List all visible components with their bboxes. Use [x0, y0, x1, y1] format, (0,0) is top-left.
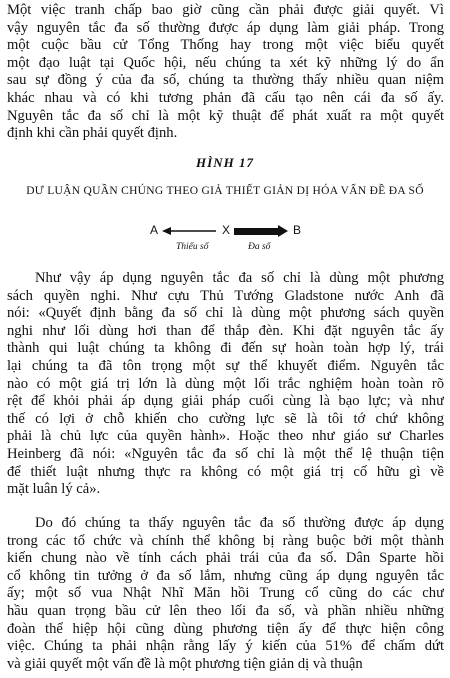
arrow-to-b-head [278, 225, 288, 237]
text-line: hầu quan trọng bầu cử lên theo lối đa số, và phần nhiều những [7, 602, 444, 619]
text-line: để thiết luật nhưng thực ra không có một giá trị cố hữu gì về [7, 463, 444, 480]
text-line: thế có lợi ở chỗ khiến cho cường lực sẽ là tôi tớ chứ không [7, 410, 444, 427]
label-b: B [293, 223, 302, 237]
text-line: nói: «Quyết định bằng đa số chỉ là dùng một phương sách quyền [7, 305, 444, 322]
text-line: nào có một giá trị lớn là dùng một lối trắc nghiệm hoàn toàn rõ [7, 375, 444, 392]
figure-caption: DƯ LUẬN QUẦN CHÚNG THEO GIẢ THIẾT GIẢN DỊ HÓA VẤN ĐỀ ĐA SỐ [26, 185, 424, 197]
label-majority: Đa số [248, 242, 271, 252]
figure-number: HÌNH 17 [196, 155, 254, 170]
text-line: Như vậy áp dụng nguyên tắc đa số chỉ là dùng một phương [35, 270, 444, 286]
text-line: sau sự đồng ý của đa số, chúng ta thường thấy nhiều quan niệm [7, 72, 444, 89]
label-a: A [150, 223, 159, 237]
paragraph-2 [7, 270, 444, 499]
text-line: việc. Chúng ta phải nhận rằng lấy ý kiến của 51% để chấm dứt [7, 638, 444, 655]
text-line: lại chúng ta đã tôn trọng một sự thể khuyết điểm. Nguyên tắc [7, 357, 444, 374]
text-line: trong các tổ chức và chính thể không bị ràng buộc bởi một thành [7, 532, 444, 549]
text-line: sách quyền nghi. Như cựu Thủ Tướng Gladstone nước Anh đã [7, 287, 444, 304]
text-line: một cuộc bầu cử Tổng Thống hay trong một việc biểu quyết [7, 37, 444, 54]
text-line: rệt để khỏi phải áp dụng giải pháp cuối cùng là bạo lực; và như [7, 393, 444, 410]
text-line: Do đó chúng ta thấy nguyên tắc đa số thường được áp dụng [35, 515, 444, 531]
arrow-to-a-head [162, 227, 171, 235]
text-line: mặt luân lý cả». [7, 481, 101, 498]
text-line: định khi cần phải quyết định. [7, 125, 178, 142]
text-line: Một việc tranh chấp bao giờ cũng cần phải được giải quyết. Vì [7, 2, 444, 18]
text-line: nghi như lối dùng hơi than để thắp đèn. Khi đặt nguyên tắc ấy [7, 322, 444, 339]
text-line: đoàn thể hiệp hội cũng dùng phương tiện ấy để thực hiện công [7, 620, 444, 637]
text-line: và giải quyết một vấn đề là một phương tiện giản dị và thuận [7, 655, 363, 672]
label-x: X [222, 223, 231, 237]
text-line: ấy; một số vua Nhật Nhĩ Măn hồi Trung cổ cũng do các chư [7, 585, 444, 602]
text-line: phải là chủ lực của quyền hành». Hoặc theo như giáo sư Charles [7, 428, 444, 445]
label-minority: Thiểu số [176, 242, 209, 252]
majority-diagram [140, 218, 320, 258]
paragraph-3 [7, 515, 444, 673]
text-line: kiến chung nào về tính cách phải trái của đa số. Dân Sparte hồi [7, 550, 444, 567]
text-line: vậy nguyên tắc đa số thường được áp dụng làm giải pháp. Trong [7, 19, 444, 36]
paragraph-1 [7, 2, 444, 143]
text-line: cổ không tin tưởng ở đa số lắm, nhưng cũng áp dụng nguyên tắc [7, 567, 444, 584]
text-line: một đạo luật tại Quốc hội, nếu chúng ta xét kỹ những lý do ẩn [7, 54, 444, 71]
text-line: thành qui luật chúng ta không đi đến sự hoàn toàn hợp lý, trái [7, 340, 444, 357]
text-line: khác nhau và có khi tương phản đã cấu tạo nên cái đa số ấy. [7, 89, 444, 106]
arrow-to-b-bar [234, 228, 280, 235]
text-line: Heinberg đã nói: «Nguyên tắc đa số chỉ là một thể lệ thuận tiện [7, 445, 444, 462]
text-line: Nguyên tắc đa số chỉ là một kỹ thuật để phát xuất ra một quyết [7, 107, 444, 124]
